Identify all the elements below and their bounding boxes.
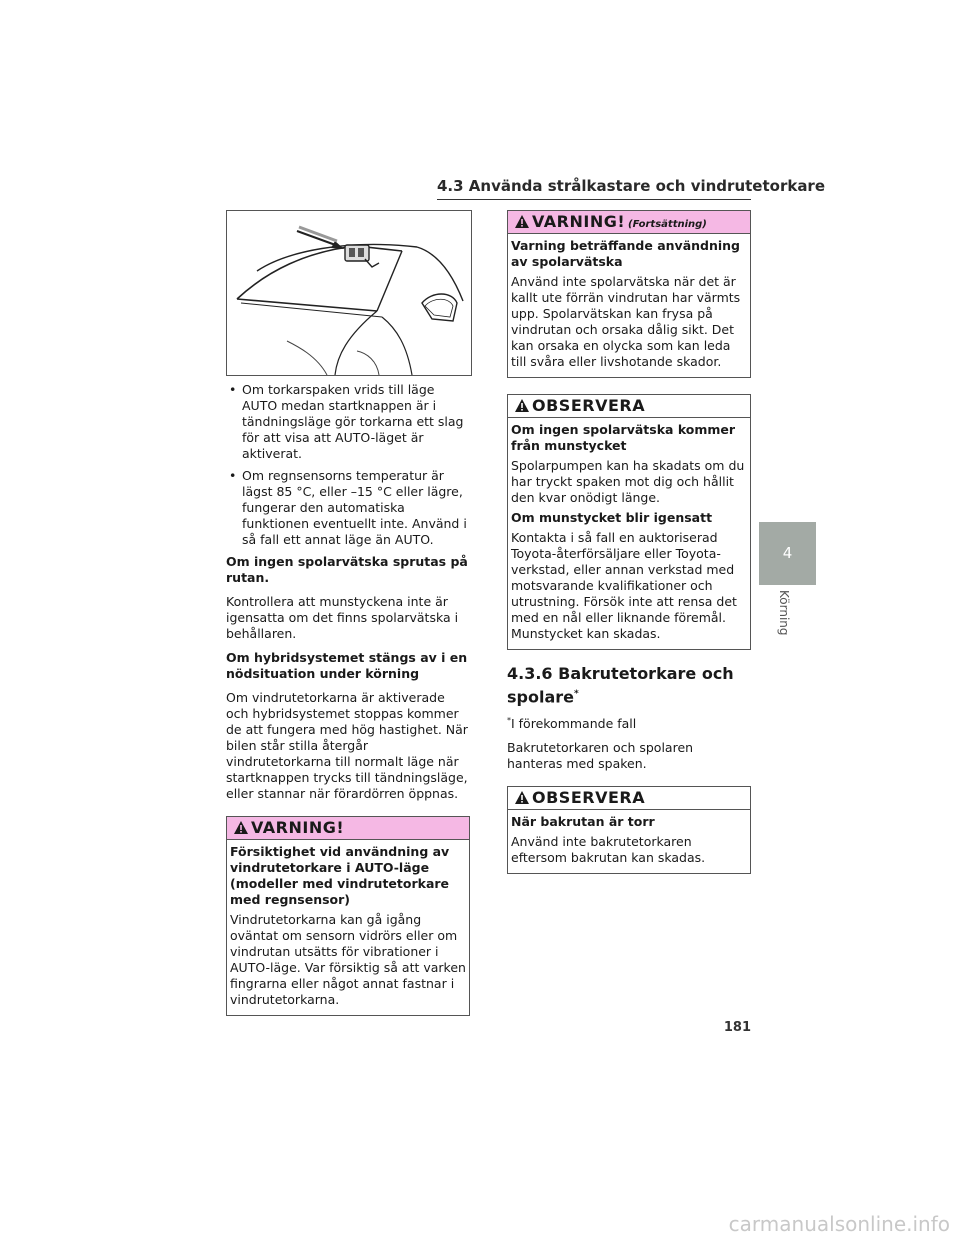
note-list — [226, 382, 470, 548]
warning-title: VARNING! — [251, 818, 345, 837]
observe-heading: När bakrutan är torr — [511, 814, 655, 830]
warning-continued-box — [507, 210, 751, 378]
footnote-text: I förekommande fall — [511, 716, 637, 732]
chapter-tab[interactable]: 4 — [759, 522, 816, 585]
chapter-tab-label-text: Körning — [777, 590, 791, 636]
observe-box — [507, 786, 751, 874]
chapter-header: 4.3 Använda strålkastare och vindrutetorkare — [437, 177, 826, 195]
chapter-tab-label — [775, 590, 799, 650]
warning-text: Använd inte spolarvätska när det är kallt ute förrän vindrutan har värmts upp. Spolarvätskan kan frysa på vindrutan och orsaka dålig sikt. Det kan orsaka en olycka som kan leda till svåra eller livshotande skador. — [511, 274, 741, 369]
observe-text: Spolarpumpen kan ha skadats om du har tryckt spaken mot dig och hållit den kvar onödigt länge. — [511, 458, 745, 505]
footnote-star: * — [507, 716, 511, 726]
watermark: carmanualsonline.info — [728, 1212, 950, 1236]
warning-header — [227, 817, 469, 840]
warning-heading: Varning beträffande användning av spolarvätska — [511, 238, 741, 269]
observe-heading: Om ingen spolarvätska kommer från munstycket — [511, 422, 736, 453]
warning-box — [226, 816, 470, 1016]
section-title — [507, 664, 751, 707]
warning-heading: Försiktighet vid användning av vindrutetorkare i AUTO-läge (modeller med vindrutetorkare med regnsensor) — [230, 844, 450, 907]
observe-title: OBSERVERA — [532, 396, 646, 415]
paragraph: Kontrollera att munstyckena inte är igensatta om det finns spolarvätska i behållaren. — [226, 594, 459, 641]
header-rule — [437, 199, 751, 200]
section-block — [507, 664, 751, 772]
warning-subtitle: (Fortsättning) — [628, 219, 707, 230]
observe-box — [507, 394, 751, 650]
list-item: • Om regnsensorns temperatur är lägst 85 °C, eller –15 °C eller lägre, fungerar den automatiska funktionen eventuellt inte. Använd i så fall ett annat läge än AUTO. — [226, 468, 470, 548]
caution-triangle-icon — [514, 398, 530, 413]
observe-heading: Om munstycket blir igensatt — [511, 510, 713, 525]
warning-title: VARNING! — [532, 212, 626, 231]
observe-title: OBSERVERA — [532, 788, 646, 808]
section-title-text: 4.3.6 Bakrutetorkare och spolare — [507, 664, 734, 707]
list-item: • Om torkarspaken vrids till läge AUTO medan startknappen är i tändningsläge gör torkarna ett slag för att visa att AUTO-läget är aktiverat. — [226, 382, 470, 462]
windshield-illustration — [226, 210, 472, 376]
section-star: * — [574, 689, 579, 699]
warning-text: Vindrutetorkarna kan gå igång oväntat om sensorn vidrörs eller om vindrutan utsätts för vibrationer i AUTO-läge. Var försiktig så att varken fingrarna eller något annat fastnar i vindrutetorkarna. — [230, 912, 466, 1007]
observe-text: Kontakta i så fall en auktoriserad Toyota-återförsäljare eller Toyota-verkstad, eller annan verkstad med motsvarande kvalifikationer och utrustning. Försök inte att rensa det med en nål eller liknande föremål. Munstycket kan skadas. — [511, 530, 737, 641]
left-column — [226, 382, 470, 1016]
windshield-drawing — [227, 211, 471, 375]
subheading: Om hybridsystemet stängs av i en nödsituation under körning — [226, 650, 468, 681]
caution-triangle-icon — [514, 790, 530, 805]
right-column — [507, 210, 751, 874]
warning-triangle-icon — [233, 820, 249, 835]
paragraph: Om vindrutetorkarna är aktiverade och hybridsystemet stoppas kommer de att fungera med hög hastighet. När bilen står stilla återgår vindrutetorkarna till normalt läge när startknappen trycks till tändningsläge, eller stannar när förardörren öppnas. — [226, 690, 468, 801]
subheading: Om ingen spolarvätska sprutas på rutan. — [226, 554, 468, 585]
observe-text: Använd inte bakrutetorkaren eftersom bakrutan kan skadas. — [511, 834, 706, 866]
paragraph: Bakrutetorkaren och spolaren hanteras med spaken. — [507, 740, 694, 772]
warning-header — [508, 211, 750, 234]
footnote — [507, 713, 751, 732]
observe-header — [508, 787, 750, 810]
observe-header — [508, 395, 750, 418]
page-number: 181 — [723, 1020, 751, 1035]
warning-triangle-icon — [514, 214, 530, 229]
